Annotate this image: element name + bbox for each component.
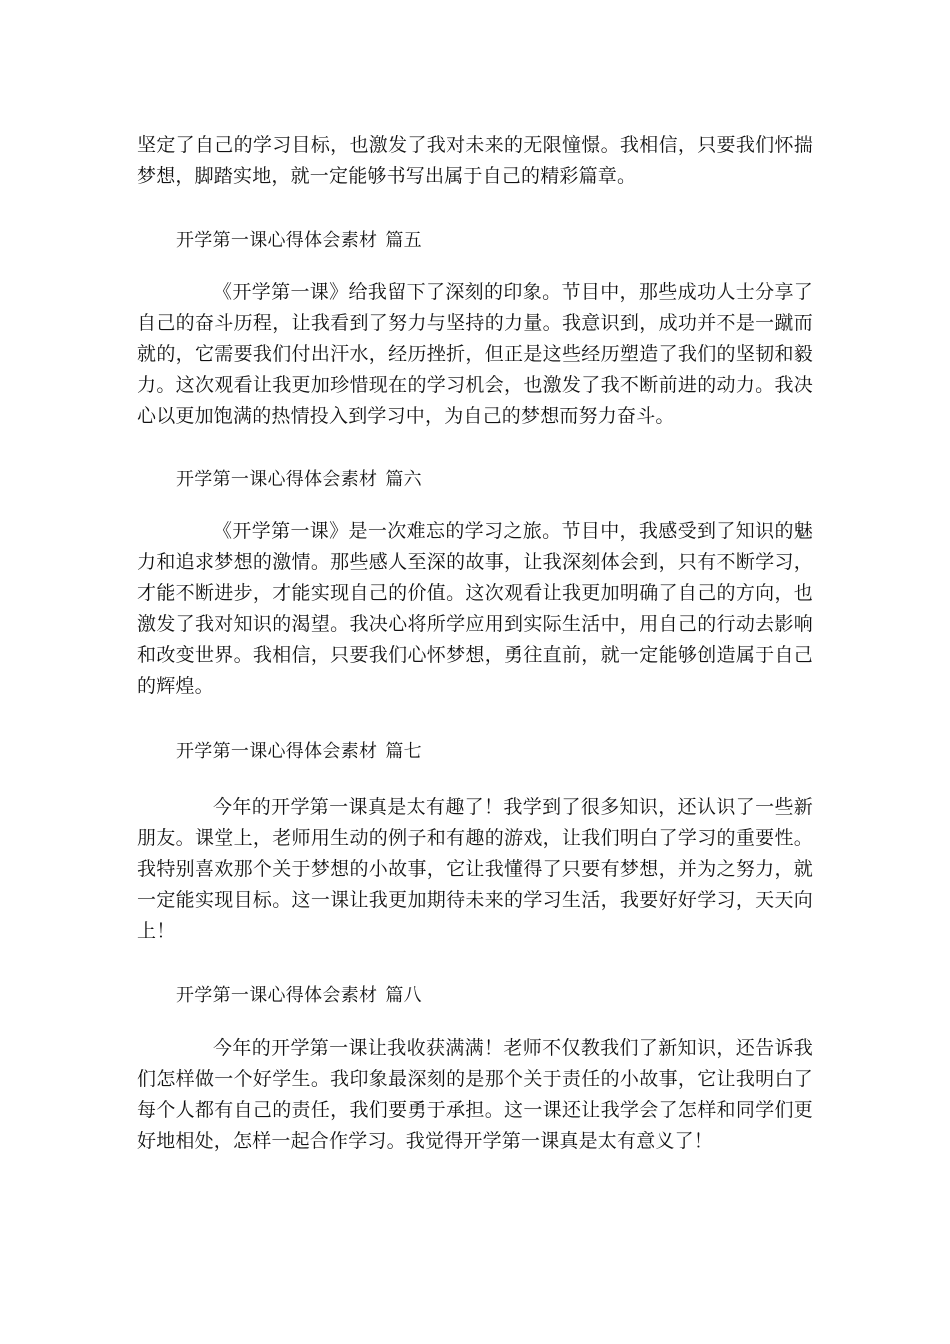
section-heading-5 — [176, 228, 422, 254]
section-body-8: 今年的开学第一课让我收获满满！老师不仅教我们了新知识，还告诉我们怎样做一个好学生。我印象最深刻的是那个关于责任的小故事，它让我明白了每个人都有自己的责任，我们要勇于承担。这一课还让我学会了怎样和同学们更好地相处，怎样一起合作学习。我觉得开学第一课真是太有意义了！ — [137, 1037, 813, 1152]
section-body-7: 今年的开学第一课真是太有趣了！我学到了很多知识，还认识了一些新朋友。课堂上，老师用生动的例子和有趣的游戏，让我们明白了学习的重要性。我特别喜欢那个关于梦想的小故事，它让我懂得了只要有梦想，并为之努力，就一定能实现目标。这一课让我更加期待未来的学习生活，我要好好学习，天天向上！ — [137, 796, 813, 942]
section-number: 篇八 — [385, 985, 422, 1006]
section-heading-7 — [176, 739, 422, 765]
section-number: 篇七 — [385, 741, 422, 762]
section-number: 篇六 — [385, 469, 422, 490]
section-heading-8 — [176, 983, 422, 1009]
section-title: 开学第一课心得体会素材 — [176, 469, 378, 490]
section-heading-6 — [176, 467, 422, 493]
section-body-5: 《开学第一课》给我留下了深刻的印象。节目中，那些成功人士分享了自己的奋斗历程，让我看到了努力与坚持的力量。我意识到，成功并不是一蹴而就的，它需要我们付出汗水，经历挫折，但正是这些经历塑造了我们的坚韧和毅力。这次观看让我更加珍惜现在的学习机会，也激发了我不断前进的动力。我决心以更加饱满的热情投入到学习中，为自己的梦想而努力奋斗。 — [137, 281, 813, 427]
section-number: 篇五 — [385, 230, 422, 251]
section-body-6: 《开学第一课》是一次难忘的学习之旅。节目中，我感受到了知识的魅力和追求梦想的激情。那些感人至深的故事，让我深刻体会到，只有不断学习，才能不断进步，才能实现自己的价值。这次观看让我更加明确了自己的方向，也激发了我对知识的渴望。我决心将所学应用到实际生活中，用自己的行动去影响和改变世界。我相信，只要我们心怀梦想，勇往直前，就一定能够创造属于自己的辉煌。 — [137, 520, 813, 697]
section-title: 开学第一课心得体会素材 — [176, 985, 378, 1006]
section-title: 开学第一课心得体会素材 — [176, 741, 378, 762]
intro-paragraph: 坚定了自己的学习目标，也激发了我对未来的无限憧憬。我相信，只要我们怀揣梦想，脚踏实地，就一定能够书写出属于自己的精彩篇章。 — [137, 134, 813, 187]
section-title: 开学第一课心得体会素材 — [176, 230, 378, 251]
